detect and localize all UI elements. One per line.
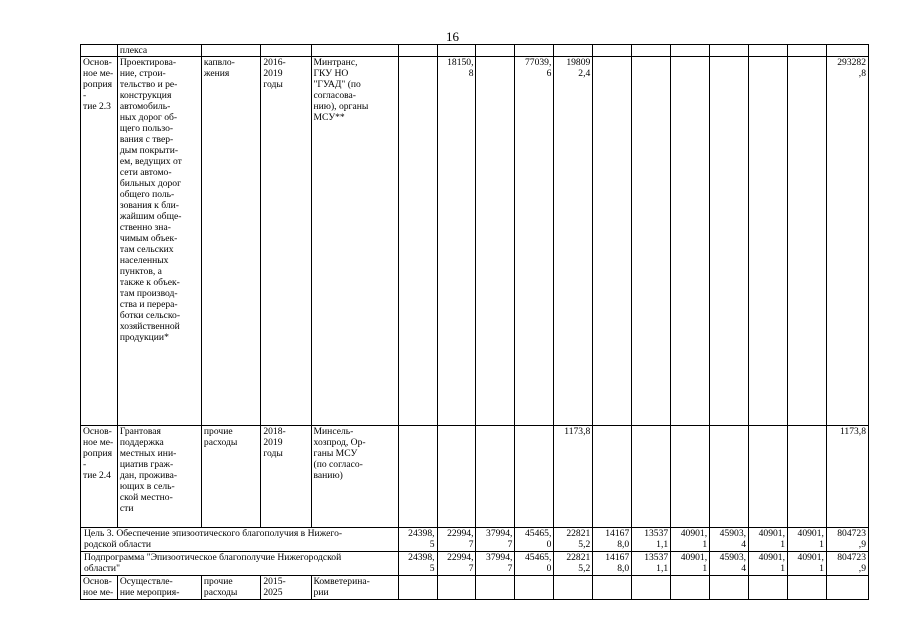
table-cell [826, 45, 868, 57]
value-cell [398, 426, 437, 528]
value-cell [710, 57, 749, 426]
table-cell: 2015- 2025 [261, 576, 311, 600]
value-cell: 13537 1,1 [632, 528, 671, 552]
value-cell: 18150, 8 [437, 57, 476, 426]
table-cell [515, 45, 554, 57]
table-cell: прочие расходы [201, 576, 260, 600]
table-cell [826, 576, 868, 600]
value-cell: 14167 8,0 [593, 552, 632, 576]
value-cell: 37994, 7 [476, 528, 515, 552]
table-cell: Комветерина- рии [311, 576, 398, 600]
table-cell [787, 576, 826, 600]
value-cell: 804723 ,9 [826, 552, 868, 576]
table-cell [593, 45, 632, 57]
table-cell [554, 576, 593, 600]
value-cell: 293282 ,8 [826, 57, 868, 426]
table-cell: Основ- ное ме- роприя- тие 2.4 [81, 426, 118, 528]
table-cell: 2018- 2019 годы [261, 426, 311, 528]
table-cell [437, 576, 476, 600]
value-cell: 40901, 1 [671, 552, 710, 576]
value-cell: 45465, 0 [515, 528, 554, 552]
value-cell: 45903, 4 [710, 552, 749, 576]
value-cell [515, 426, 554, 528]
table-cell: плекса [117, 45, 201, 57]
value-cell [593, 426, 632, 528]
table-cell [749, 576, 788, 600]
table-row [81, 57, 869, 426]
subprogram-label-cell: Подпрограмма "Эпизоотическое благополучие Нижегородской области" [81, 552, 399, 576]
value-cell: 19809 2,4 [554, 57, 593, 426]
program-table [80, 44, 869, 600]
value-cell [787, 426, 826, 528]
table-cell [632, 576, 671, 600]
value-cell: 1173,8 [826, 426, 868, 528]
value-cell: 40901, 1 [671, 528, 710, 552]
value-cell [671, 57, 710, 426]
value-cell [632, 426, 671, 528]
table-cell [201, 45, 260, 57]
value-cell: 40901, 1 [787, 528, 826, 552]
table-cell [81, 45, 118, 57]
table-row [81, 426, 869, 528]
value-cell [749, 426, 788, 528]
value-cell [710, 426, 749, 528]
table-cell: прочие расходы [201, 426, 260, 528]
table-row [81, 45, 869, 57]
value-cell [476, 57, 515, 426]
table-cell [398, 576, 437, 600]
value-cell [787, 57, 826, 426]
table-cell [671, 45, 710, 57]
table-cell [671, 576, 710, 600]
table-cell [476, 576, 515, 600]
table-cell [593, 576, 632, 600]
value-cell [398, 57, 437, 426]
table-row [81, 576, 869, 600]
table-cell [554, 45, 593, 57]
table-cell [437, 45, 476, 57]
table-cell: капвло- жения [201, 57, 260, 426]
value-cell: 45465, 0 [515, 552, 554, 576]
table-cell [311, 45, 398, 57]
table-cell: Проектирова- ние, строи- тельство и ре- конструкция автомобиль- ных дорог об- щего пользо- вания с твер- дым покрыти- ем, ведущих от сети автомо- бильных дорог общего поль- зования к бли- жайшим обще- ственно зна- чимым объек- там сельских населенных пунктов, а также к объек- там производ- ства и перера- ботки сельско- хозяйственной продукции* [117, 57, 201, 426]
value-cell: 804723 ,9 [826, 528, 868, 552]
value-cell [632, 57, 671, 426]
value-cell: 22821 5,2 [554, 528, 593, 552]
value-cell: 24398, 5 [398, 552, 437, 576]
table-cell [261, 45, 311, 57]
value-cell: 45903, 4 [710, 528, 749, 552]
table-cell [710, 576, 749, 600]
value-cell: 22994, 7 [437, 528, 476, 552]
value-cell: 40901, 1 [749, 552, 788, 576]
value-cell: 14167 8,0 [593, 528, 632, 552]
value-cell: 37994, 7 [476, 552, 515, 576]
value-cell [476, 426, 515, 528]
value-cell: 40901, 1 [787, 552, 826, 576]
table-cell [787, 45, 826, 57]
table-cell: Основ- ное ме- [81, 576, 118, 600]
value-cell [593, 57, 632, 426]
table-cell: Минсель- хозпрод, Ор- ганы МСУ (по согласо- ванию) [311, 426, 398, 528]
value-cell: 1173,8 [554, 426, 593, 528]
value-cell [749, 57, 788, 426]
table-cell [476, 45, 515, 57]
value-cell: 40901, 1 [749, 528, 788, 552]
table-cell: Грантовая поддержка местных ини- циатив граж- дан, прожива- ющих в сель- ской местно- сти [117, 426, 201, 528]
value-cell: 22994, 7 [437, 552, 476, 576]
table-cell [398, 45, 437, 57]
table-cell [515, 576, 554, 600]
page-number: 16 [446, 29, 459, 44]
table-cell: Минтранс, ГКУ НО "ГУАД" (по согласова- нию), органы МСУ** [311, 57, 398, 426]
table-cell [749, 45, 788, 57]
value-cell: 22821 5,2 [554, 552, 593, 576]
table-cell [632, 45, 671, 57]
value-cell: 13537 1,1 [632, 552, 671, 576]
table-row [81, 528, 869, 552]
table-cell [710, 45, 749, 57]
value-cell: 24398, 5 [398, 528, 437, 552]
value-cell [671, 426, 710, 528]
value-cell: 77039, 6 [515, 57, 554, 426]
value-cell [437, 426, 476, 528]
table-cell: 2016- 2019 годы [261, 57, 311, 426]
goal-label-cell: Цель 3. Обеспечение эпизоотического благополучия в Нижего- родской области [81, 528, 399, 552]
table-row [81, 552, 869, 576]
table-cell: Осуществле- ние мероприя- [117, 576, 201, 600]
table-cell: Основ- ное ме- роприя- тие 2.3 [81, 57, 118, 426]
